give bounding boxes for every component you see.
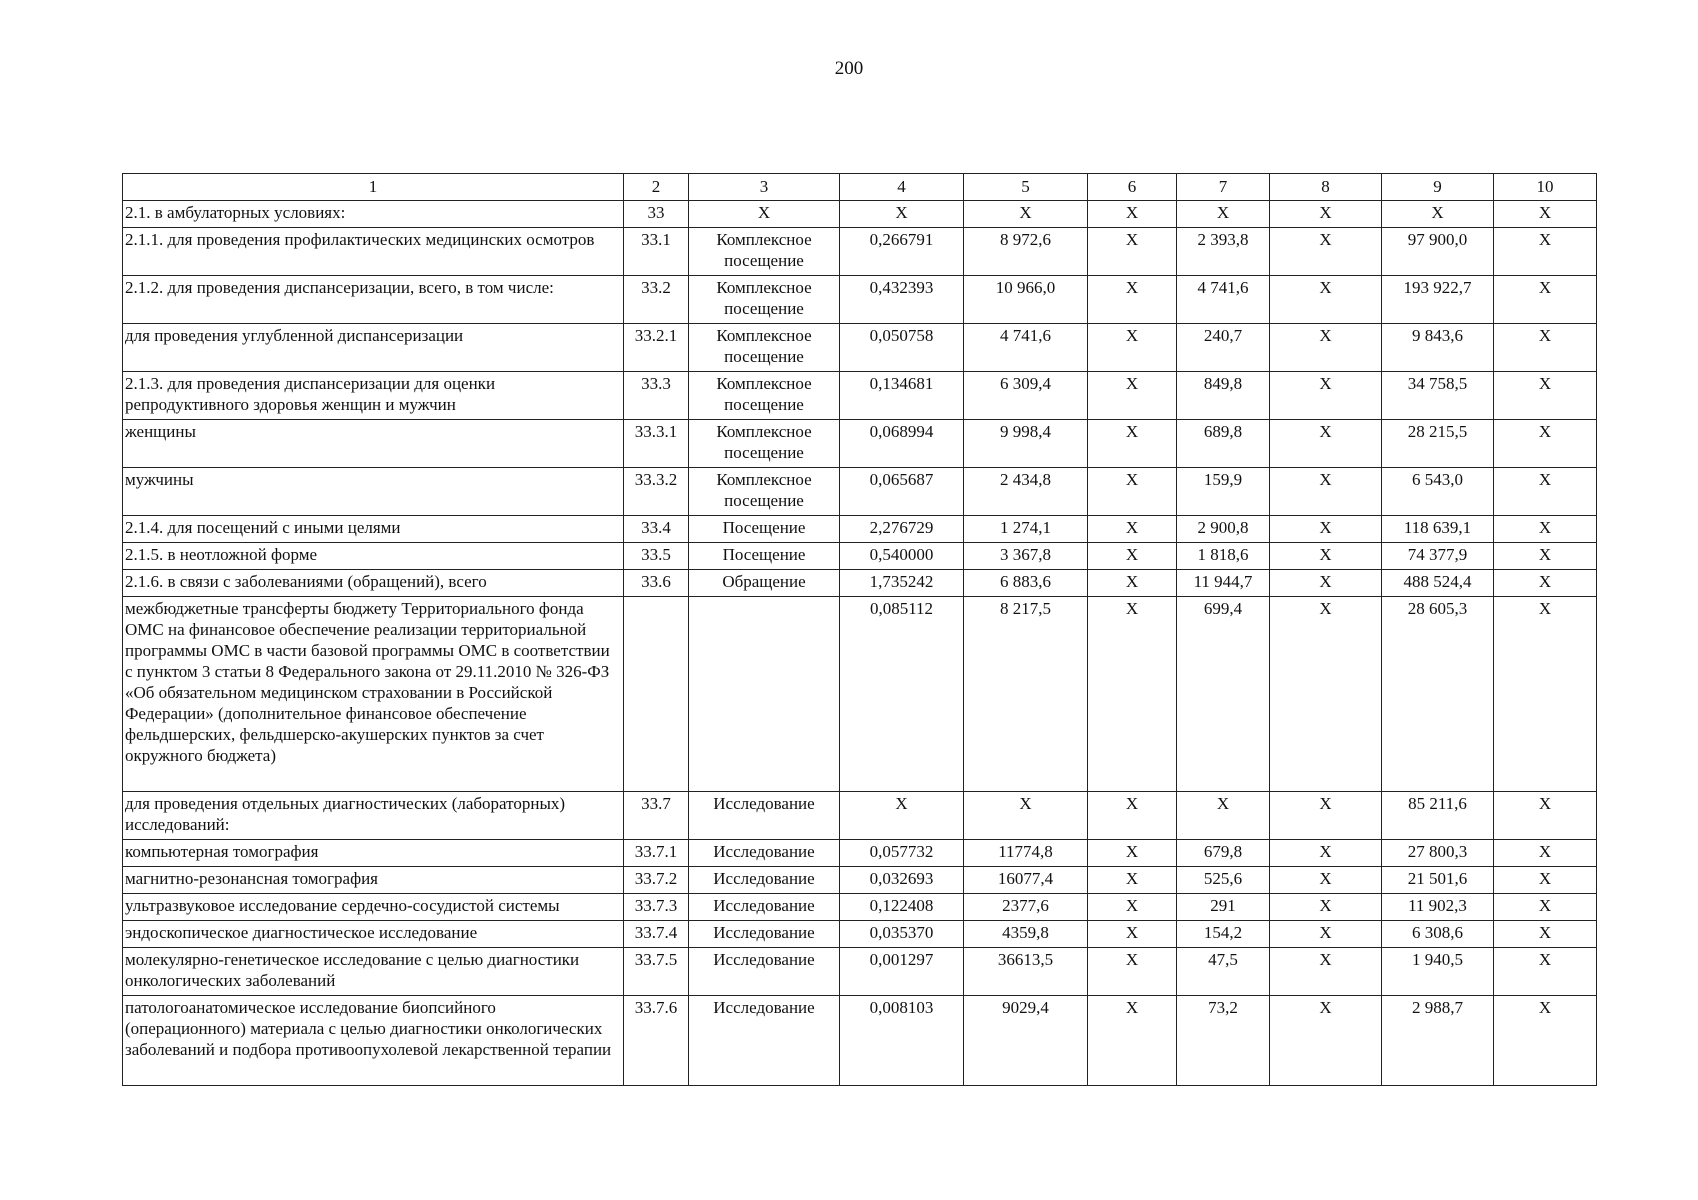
row-label: компьютерная томография [123, 840, 624, 867]
row-label: межбюджетные трансферты бюджету Территориального фонда ОМС на финансовое обеспечение реализации территориальной программы ОМС в части базовой программы ОМС в соответствии с пунктом 3 статьи 8 Федерального закона от 29.11.2010 № 326-ФЗ «Об обязательном медицинском страховании в Российской Федерации» (дополнительное финансовое обеспечение фельдшерских, фельдшерско-акушерских пунктов за счет окружного бюджета) [123, 597, 624, 792]
table-cell: X [1494, 324, 1597, 372]
table-cell: X [1270, 228, 1382, 276]
table-cell: 0,001297 [840, 948, 964, 996]
table-cell: X [1088, 921, 1177, 948]
table-cell: 11 902,3 [1382, 894, 1494, 921]
column-header: 2 [624, 174, 689, 201]
row-label: эндоскопическое диагностическое исследование [123, 921, 624, 948]
table-cell: X [1494, 792, 1597, 840]
table-cell: X [1088, 867, 1177, 894]
row-label: 2.1. в амбулаторных условиях: [123, 201, 624, 228]
table-cell: 118 639,1 [1382, 516, 1494, 543]
table-cell: 33.2.1 [624, 324, 689, 372]
table-cell: Посещение [689, 516, 840, 543]
table-cell: X [1088, 228, 1177, 276]
table-cell: 33.7.2 [624, 867, 689, 894]
table-cell: 11774,8 [964, 840, 1088, 867]
table-cell: 2,276729 [840, 516, 964, 543]
column-header: 1 [123, 174, 624, 201]
row-label: для проведения отдельных диагностических (лабораторных) исследований: [123, 792, 624, 840]
row-label: ультразвуковое исследование сердечно-сосудистой системы [123, 894, 624, 921]
table-cell: 28 605,3 [1382, 597, 1494, 792]
table-cell: 6 308,6 [1382, 921, 1494, 948]
table-cell: 16077,4 [964, 867, 1088, 894]
table-cell: X [1088, 543, 1177, 570]
table-cell: X [1270, 996, 1382, 1086]
table-cell: 47,5 [1177, 948, 1270, 996]
table-row [123, 597, 1597, 792]
table-cell: 33.7.4 [624, 921, 689, 948]
table-cell: Исследование [689, 867, 840, 894]
row-label: 2.1.5. в неотложной форме [123, 543, 624, 570]
table-cell: 8 972,6 [964, 228, 1088, 276]
table-cell: X [1088, 468, 1177, 516]
table-row [123, 420, 1597, 468]
table-cell: X [1088, 996, 1177, 1086]
table-cell: X [840, 201, 964, 228]
table-cell: 2377,6 [964, 894, 1088, 921]
table-cell: 4 741,6 [964, 324, 1088, 372]
row-label: мужчины [123, 468, 624, 516]
table-cell: 0,065687 [840, 468, 964, 516]
table-cell: 2 434,8 [964, 468, 1088, 516]
table-cell: 3 367,8 [964, 543, 1088, 570]
table-cell: X [1088, 516, 1177, 543]
table-cell: 33.6 [624, 570, 689, 597]
table-cell: X [1270, 420, 1382, 468]
table-row [123, 840, 1597, 867]
table-cell: 33.7.5 [624, 948, 689, 996]
table-cell: X [1270, 468, 1382, 516]
table-cell: X [1270, 921, 1382, 948]
table-row [123, 228, 1597, 276]
table-cell: 33.1 [624, 228, 689, 276]
table-cell: X [1270, 201, 1382, 228]
table-row [123, 867, 1597, 894]
table-cell: X [1270, 570, 1382, 597]
table-cell: 33.2 [624, 276, 689, 324]
table-row [123, 921, 1597, 948]
table-cell: X [1494, 921, 1597, 948]
table-cell: X [1270, 324, 1382, 372]
table-row [123, 516, 1597, 543]
table-cell: 4 741,6 [1177, 276, 1270, 324]
table-cell: X [1088, 276, 1177, 324]
table-row [123, 570, 1597, 597]
table-cell: X [1494, 840, 1597, 867]
table-cell: 6 883,6 [964, 570, 1088, 597]
table-cell: X [1494, 996, 1597, 1086]
table-cell: 4359,8 [964, 921, 1088, 948]
table-cell: X [1270, 543, 1382, 570]
table-cell: X [1270, 840, 1382, 867]
table-cell: 0,540000 [840, 543, 964, 570]
table-cell: 9 998,4 [964, 420, 1088, 468]
table-cell: 33.7.6 [624, 996, 689, 1086]
table-cell: 28 215,5 [1382, 420, 1494, 468]
table-cell: X [1270, 792, 1382, 840]
table-cell: X [1270, 372, 1382, 420]
table-cell: 85 211,6 [1382, 792, 1494, 840]
table-cell: X [1494, 597, 1597, 792]
table-cell: 849,8 [1177, 372, 1270, 420]
table-cell: Исследование [689, 840, 840, 867]
page-number: 200 [834, 58, 864, 79]
table-cell: X [1088, 201, 1177, 228]
table-cell: 36613,5 [964, 948, 1088, 996]
table-cell: 9029,4 [964, 996, 1088, 1086]
table-cell: 0,057732 [840, 840, 964, 867]
table-cell [689, 597, 840, 792]
table-cell: Комплексное посещение [689, 276, 840, 324]
table-cell: X [1270, 276, 1382, 324]
table-cell: X [1494, 201, 1597, 228]
table-cell: X [1270, 867, 1382, 894]
table-cell: X [1270, 516, 1382, 543]
table-cell: 679,8 [1177, 840, 1270, 867]
table-cell: X [1088, 570, 1177, 597]
table-cell: X [964, 792, 1088, 840]
table-cell: 2 988,7 [1382, 996, 1494, 1086]
table-row [123, 996, 1597, 1086]
table-cell: Исследование [689, 921, 840, 948]
table-cell: X [1494, 228, 1597, 276]
table-cell: X [1494, 276, 1597, 324]
table-cell: X [689, 201, 840, 228]
table-cell: X [1088, 372, 1177, 420]
table-cell: 74 377,9 [1382, 543, 1494, 570]
table-row [123, 894, 1597, 921]
table-cell: 159,9 [1177, 468, 1270, 516]
table-cell: X [1270, 894, 1382, 921]
table-cell: X [1494, 570, 1597, 597]
table-cell: X [1494, 468, 1597, 516]
table-cell: 0,085112 [840, 597, 964, 792]
table-cell: 0,032693 [840, 867, 964, 894]
table-cell: X [1088, 792, 1177, 840]
table-cell: 525,6 [1177, 867, 1270, 894]
table-cell: Комплексное посещение [689, 324, 840, 372]
table-cell: X [1088, 948, 1177, 996]
table-cell: 488 524,4 [1382, 570, 1494, 597]
column-header: 3 [689, 174, 840, 201]
table-row [123, 468, 1597, 516]
table-cell: 699,4 [1177, 597, 1270, 792]
table-cell: 10 966,0 [964, 276, 1088, 324]
row-label: молекулярно-генетическое исследование с целью диагностики онкологических заболеваний [123, 948, 624, 996]
table-cell: Комплексное посещение [689, 420, 840, 468]
table-cell: 33.4 [624, 516, 689, 543]
table-cell: 0,035370 [840, 921, 964, 948]
table-cell: 33.7.3 [624, 894, 689, 921]
column-header: 7 [1177, 174, 1270, 201]
table-cell: 0,122408 [840, 894, 964, 921]
table-cell: X [1088, 420, 1177, 468]
table-cell: Посещение [689, 543, 840, 570]
table-cell: X [1177, 201, 1270, 228]
table-cell: 0,432393 [840, 276, 964, 324]
table-cell: Исследование [689, 792, 840, 840]
table-row [123, 372, 1597, 420]
table-cell: 33.5 [624, 543, 689, 570]
data-table [122, 173, 1597, 1086]
table-cell: 33.3.1 [624, 420, 689, 468]
table-cell: 689,8 [1177, 420, 1270, 468]
table-cell: 27 800,3 [1382, 840, 1494, 867]
table-cell: X [1088, 894, 1177, 921]
table-cell: 97 900,0 [1382, 228, 1494, 276]
table-cell: 2 900,8 [1177, 516, 1270, 543]
table-cell: 240,7 [1177, 324, 1270, 372]
table-cell: 0,050758 [840, 324, 964, 372]
table-cell: Комплексное посещение [689, 468, 840, 516]
table-cell: 33 [624, 201, 689, 228]
table-cell: 1,735242 [840, 570, 964, 597]
table-cell: 34 758,5 [1382, 372, 1494, 420]
table-cell: X [1494, 867, 1597, 894]
table-cell: X [840, 792, 964, 840]
table-cell: X [1382, 201, 1494, 228]
table-cell: 1 818,6 [1177, 543, 1270, 570]
table-cell: X [1177, 792, 1270, 840]
table-cell: 8 217,5 [964, 597, 1088, 792]
table-cell: X [1270, 597, 1382, 792]
column-header: 4 [840, 174, 964, 201]
column-header: 5 [964, 174, 1088, 201]
row-label: 2.1.3. для проведения диспансеризации для оценки репродуктивного здоровья женщин и мужчин [123, 372, 624, 420]
table-row [123, 792, 1597, 840]
table-cell: 33.7.1 [624, 840, 689, 867]
table-cell: X [1494, 420, 1597, 468]
table-cell: X [1494, 948, 1597, 996]
table-cell: 73,2 [1177, 996, 1270, 1086]
table-cell: X [1088, 597, 1177, 792]
table-row [123, 948, 1597, 996]
table-cell: 0,266791 [840, 228, 964, 276]
row-label: магнитно-резонансная томография [123, 867, 624, 894]
table-cell: 6 543,0 [1382, 468, 1494, 516]
table-cell: 1 940,5 [1382, 948, 1494, 996]
table-cell: Исследование [689, 894, 840, 921]
column-header: 9 [1382, 174, 1494, 201]
column-header: 8 [1270, 174, 1382, 201]
table-row [123, 201, 1597, 228]
table-row [123, 324, 1597, 372]
column-header: 6 [1088, 174, 1177, 201]
table-cell: X [1494, 894, 1597, 921]
table-cell: Обращение [689, 570, 840, 597]
table-cell: 1 274,1 [964, 516, 1088, 543]
table-cell: 291 [1177, 894, 1270, 921]
table-cell: Исследование [689, 948, 840, 996]
table-cell: 33.3.2 [624, 468, 689, 516]
table-cell: X [1494, 372, 1597, 420]
row-label: патологоанатомическое исследование биопсийного (операционного) материала с целью диагностики онкологических заболеваний и подбора противоопухолевой лекарственной терапии [123, 996, 624, 1086]
row-label: 2.1.2. для проведения диспансеризации, всего, в том числе: [123, 276, 624, 324]
row-label: 2.1.4. для посещений с иными целями [123, 516, 624, 543]
table-cell: Комплексное посещение [689, 372, 840, 420]
table-cell: 0,068994 [840, 420, 964, 468]
row-label: 2.1.1. для проведения профилактических медицинских осмотров [123, 228, 624, 276]
row-label: 2.1.6. в связи с заболеваниями (обращений), всего [123, 570, 624, 597]
table-cell: X [964, 201, 1088, 228]
table-cell: X [1494, 516, 1597, 543]
table-row [123, 543, 1597, 570]
table-cell: 6 309,4 [964, 372, 1088, 420]
table-cell: 154,2 [1177, 921, 1270, 948]
table-cell: 193 922,7 [1382, 276, 1494, 324]
table-cell: 9 843,6 [1382, 324, 1494, 372]
table-row [123, 276, 1597, 324]
table-cell: Исследование [689, 996, 840, 1086]
table-cell: 0,134681 [840, 372, 964, 420]
table-cell: Комплексное посещение [689, 228, 840, 276]
table-cell [624, 597, 689, 792]
row-label: женщины [123, 420, 624, 468]
table-cell: X [1088, 840, 1177, 867]
column-header: 10 [1494, 174, 1597, 201]
table-cell: X [1270, 948, 1382, 996]
table-cell: 0,008103 [840, 996, 964, 1086]
table-cell: 11 944,7 [1177, 570, 1270, 597]
table-cell: 33.3 [624, 372, 689, 420]
table-cell: 33.7 [624, 792, 689, 840]
table-cell: X [1494, 543, 1597, 570]
header-row [123, 174, 1597, 201]
row-label: для проведения углубленной диспансеризации [123, 324, 624, 372]
table-cell: X [1088, 324, 1177, 372]
table-cell: 21 501,6 [1382, 867, 1494, 894]
table-cell: 2 393,8 [1177, 228, 1270, 276]
